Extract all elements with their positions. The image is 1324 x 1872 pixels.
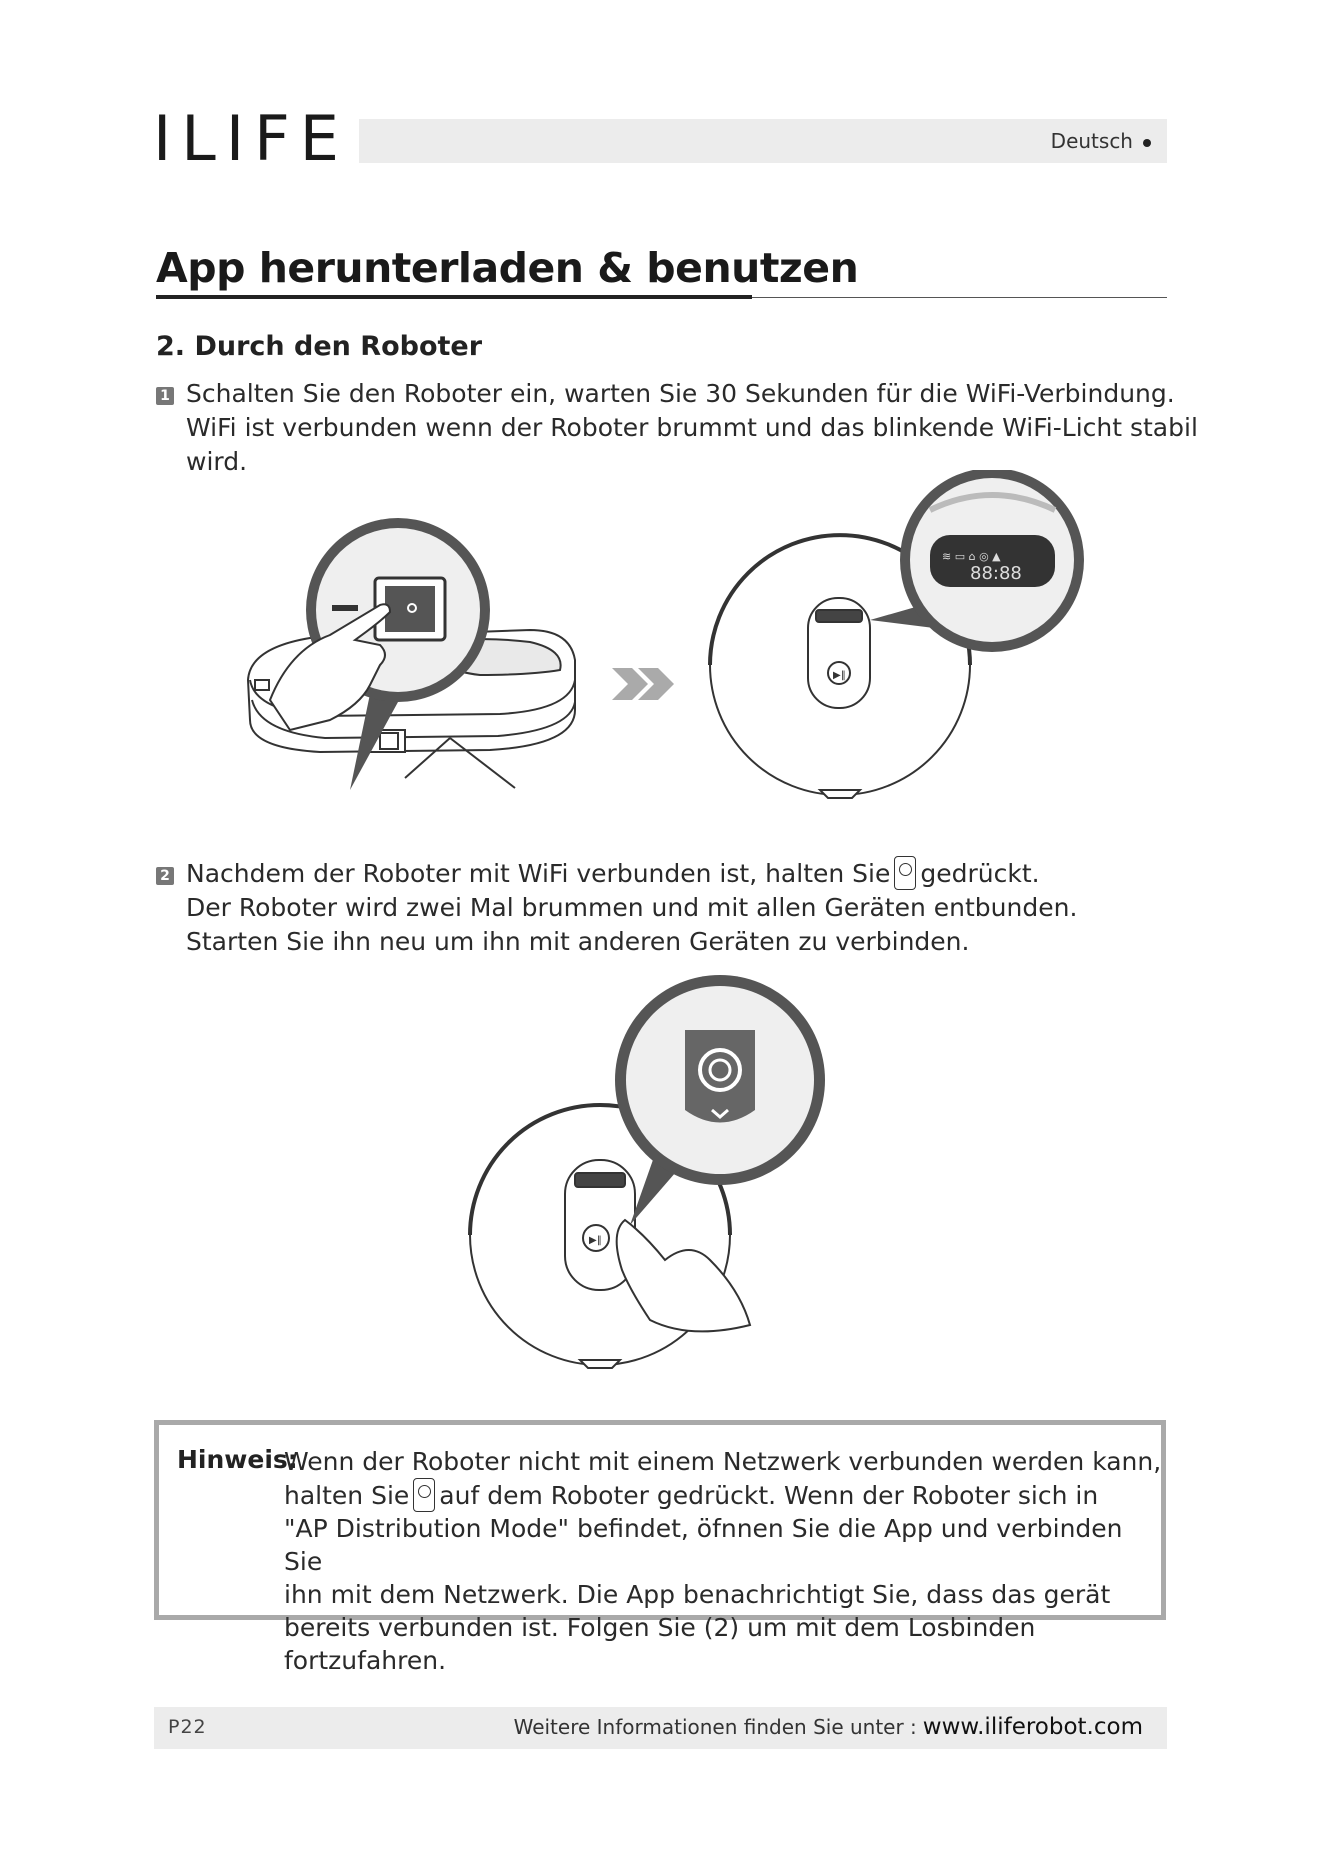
- language-label: [1051, 129, 1151, 153]
- note-line2-pre: halten Sie: [284, 1481, 410, 1510]
- bullet-icon: [1143, 139, 1151, 147]
- footer-url-link[interactable]: www.iliferobot.com: [922, 1714, 1143, 1740]
- note-text: [284, 1445, 1164, 1677]
- step1-number: 1: [156, 387, 174, 405]
- note-line1: Wenn der Roboter nicht mit einem Netzwerk verbunden werden kann,: [284, 1447, 1162, 1476]
- step1-line2: WiFi ist verbunden wenn der Roboter brummt und das blinkende WiFi-Licht stabil: [186, 413, 1198, 442]
- wifi-button-icon-note: [413, 1478, 435, 1512]
- display-readout: 88:88: [970, 563, 1022, 584]
- step1-line1: Schalten Sie den Roboter ein, warten Sie 30 Sekunden für die WiFi-Verbindung.: [186, 379, 1175, 408]
- note-line5: bereits verbunden ist. Folgen Sie (2) um mit dem Losbinden fortzufahren.: [284, 1613, 1036, 1675]
- section-title: 2. Durch den Roboter: [156, 331, 483, 362]
- note-line2-post: auf dem Roboter gedrückt. Wenn der Roboter sich in: [439, 1481, 1099, 1510]
- step2-line1-post: gedrückt.: [920, 859, 1040, 888]
- note-box: [154, 1420, 1166, 1675]
- brand-logo: ILIFE: [153, 102, 349, 175]
- step2-line2: Der Roboter wird zwei Mal brummen und mit allen Geräten entbunden.: [186, 893, 1078, 922]
- title-underline: [156, 295, 752, 299]
- step2-line3: Starten Sie ihn neu um ihn mit anderen Geräten zu verbinden.: [186, 927, 970, 956]
- step2-text: [156, 856, 1077, 959]
- step1-text: [156, 377, 1198, 479]
- note-line4: ihn mit dem Netzwerk. Die App benachrichtigt Sie, dass das gerät: [284, 1580, 1111, 1609]
- page-title: App herunterladen & benutzen: [156, 244, 859, 292]
- step2-illustration: [440, 970, 840, 1380]
- step1-illustration: [230, 470, 1090, 810]
- step2-number: 2: [156, 867, 174, 885]
- play-pause-icon-2: ▶‖: [589, 1235, 602, 1246]
- footer-bar: [154, 1707, 1167, 1749]
- play-pause-icon: ▶‖: [833, 670, 846, 681]
- step1-line3: wird.: [186, 447, 248, 476]
- arrow-right-icon: [612, 668, 674, 700]
- footer-info: [514, 1714, 1143, 1740]
- wifi-button-icon: [894, 856, 916, 890]
- wifi-status-icon: ≋ ▭ ⌂ ◎ ▲: [942, 550, 1001, 563]
- note-label: Hinweis:: [177, 1445, 298, 1474]
- footer-text: Weitere Informationen finden Sie unter :: [513, 1715, 917, 1739]
- note-line3: "AP Distribution Mode" befindet, öfnnen Sie die App und verbinden Sie: [284, 1514, 1123, 1576]
- language-bar: [359, 119, 1167, 163]
- step2-line1-pre: Nachdem der Roboter mit WiFi verbunden ist, halten Sie: [186, 859, 891, 888]
- page-number: P22: [168, 1716, 207, 1738]
- language-text: Deutsch: [1050, 129, 1133, 153]
